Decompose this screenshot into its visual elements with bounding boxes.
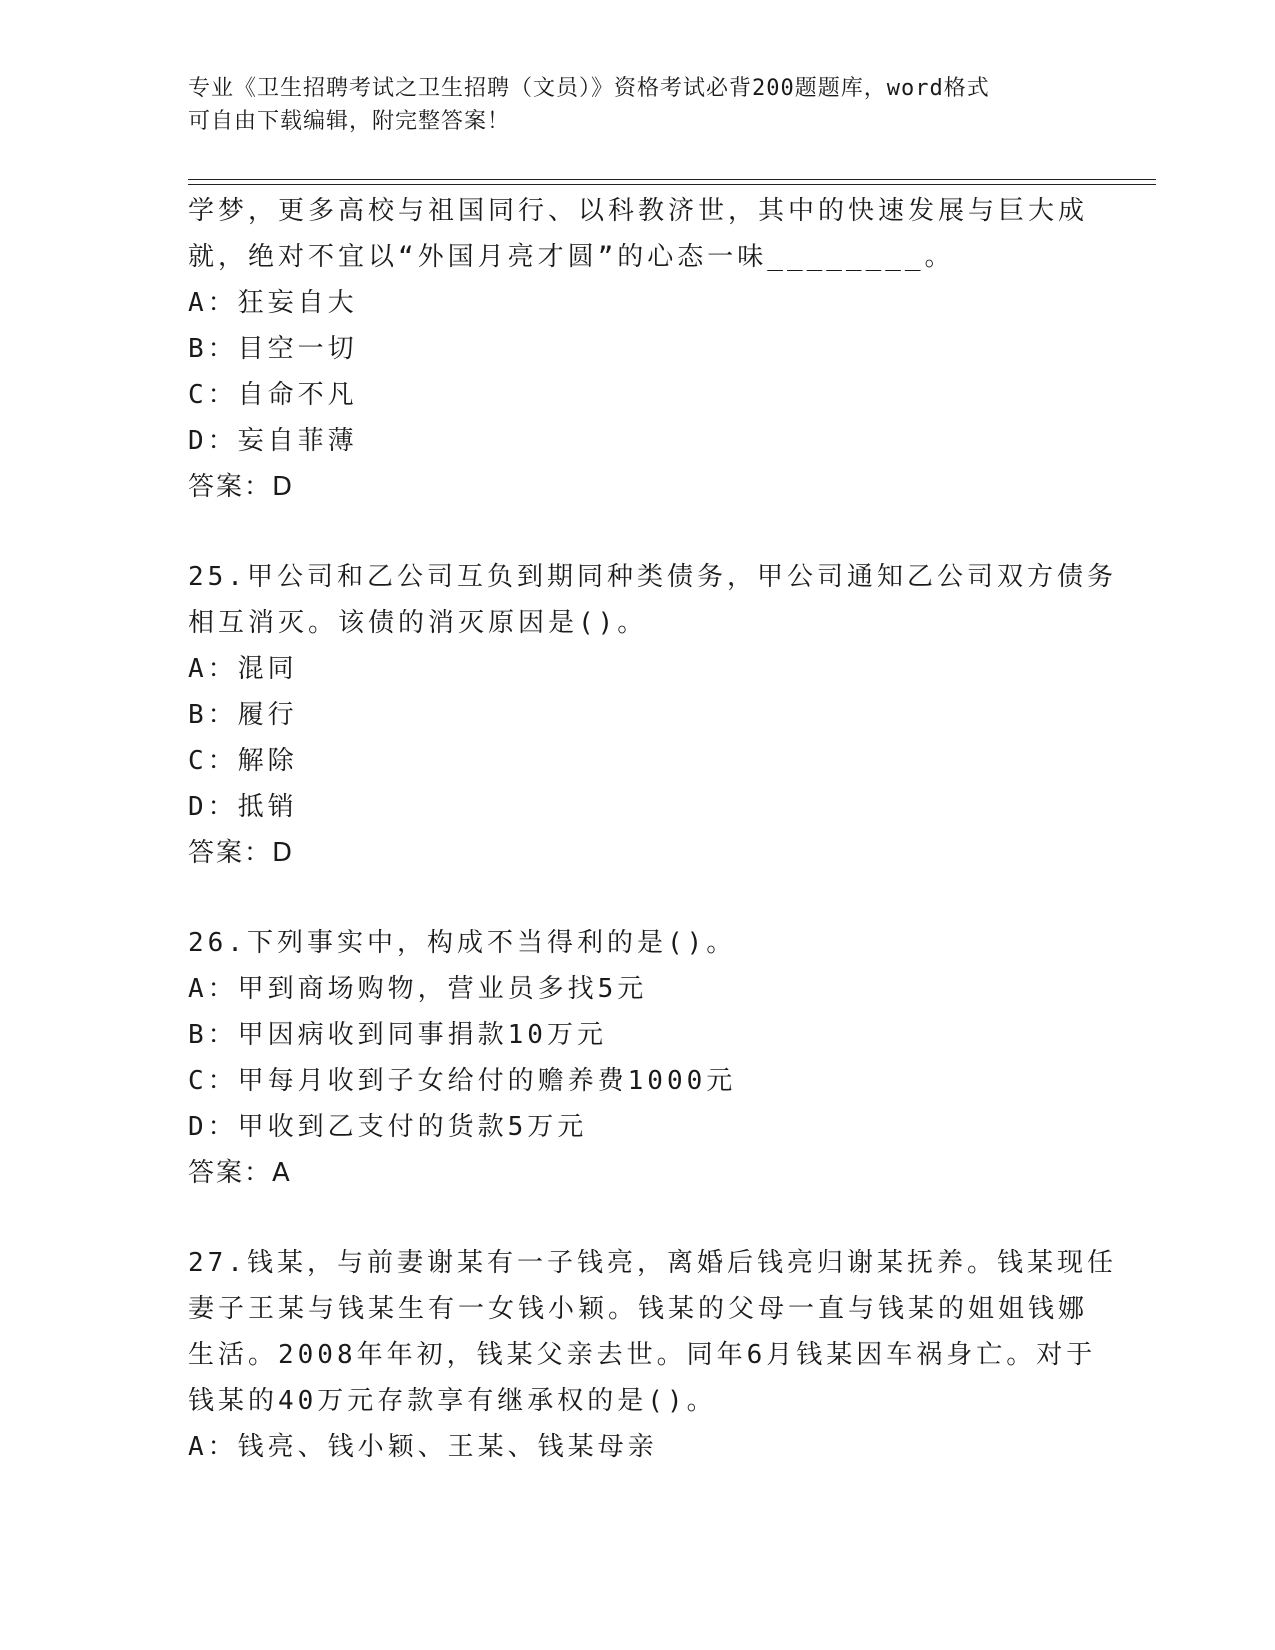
question-list (188, 188, 1117, 1470)
option-a: A：钱亮、钱小颖、王某、钱某母亲 (188, 1432, 658, 1462)
question-stem-line: 钱某的40万元存款享有继承权的是()。 (188, 1386, 717, 1416)
question-block (188, 920, 1088, 1196)
answer-line: 答案：D (188, 472, 295, 502)
option-d: D：甲收到乙支付的货款5万元 (188, 1112, 588, 1142)
question-stem-line: 生活。2008年年初，钱某父亲去世。同年6月钱某因车祸身亡。对于 (188, 1340, 1097, 1370)
header-line: 可自由下载编辑，附完整答案！ (188, 109, 511, 134)
document-header (188, 72, 1088, 138)
answer-line: 答案：D (188, 838, 295, 868)
question-block (188, 188, 1088, 510)
question-stem-line: 26.下列事实中，构成不当得利的是()。 (188, 928, 737, 958)
question-stem-line: 25.甲公司和乙公司互负到期同种类债务，甲公司通知乙公司双方债务 (188, 562, 1117, 592)
option-b: B：甲因病收到同事捐款10万元 (188, 1020, 607, 1050)
question-stem-line: 27.钱某，与前妻谢某有一子钱亮，离婚后钱亮归谢某抚养。钱某现任 (188, 1248, 1117, 1278)
option-c: C：解除 (188, 746, 298, 776)
option-d: D：妄自菲薄 (188, 426, 358, 456)
option-a: A：狂妄自大 (188, 288, 358, 318)
question-block (188, 554, 1117, 876)
option-c: C：甲每月收到子女给付的赡养费1000元 (188, 1066, 737, 1096)
option-c: C：自命不凡 (188, 380, 358, 410)
option-b: B：履行 (188, 700, 298, 730)
question-block (188, 1240, 1117, 1470)
header-line: 专业《卫生招聘考试之卫生招聘（文员）》资格考试必背200题题库，word格式 (188, 76, 990, 101)
question-stem-line: 妻子王某与钱某生有一女钱小颖。钱某的父母一直与钱某的姐姐钱娜 (188, 1294, 1089, 1324)
option-d: D：抵销 (188, 792, 298, 822)
option-a: A：混同 (188, 654, 298, 684)
question-stem-line: 学梦，更多高校与祖国同行、以科教济世，其中的快速发展与巨大成 (188, 196, 1089, 226)
option-b: B：目空一切 (188, 334, 358, 364)
header-divider (188, 184, 1156, 185)
question-stem-line: 相互消灭。该债的消灭原因是()。 (188, 608, 648, 638)
option-a: A：甲到商场购物，营业员多找5元 (188, 974, 648, 1004)
question-stem-line: 就，绝对不宜以“外国月亮才圆”的心态一味________。 (188, 242, 955, 272)
header-divider (188, 179, 1156, 180)
answer-line: 答案：A (188, 1158, 292, 1188)
